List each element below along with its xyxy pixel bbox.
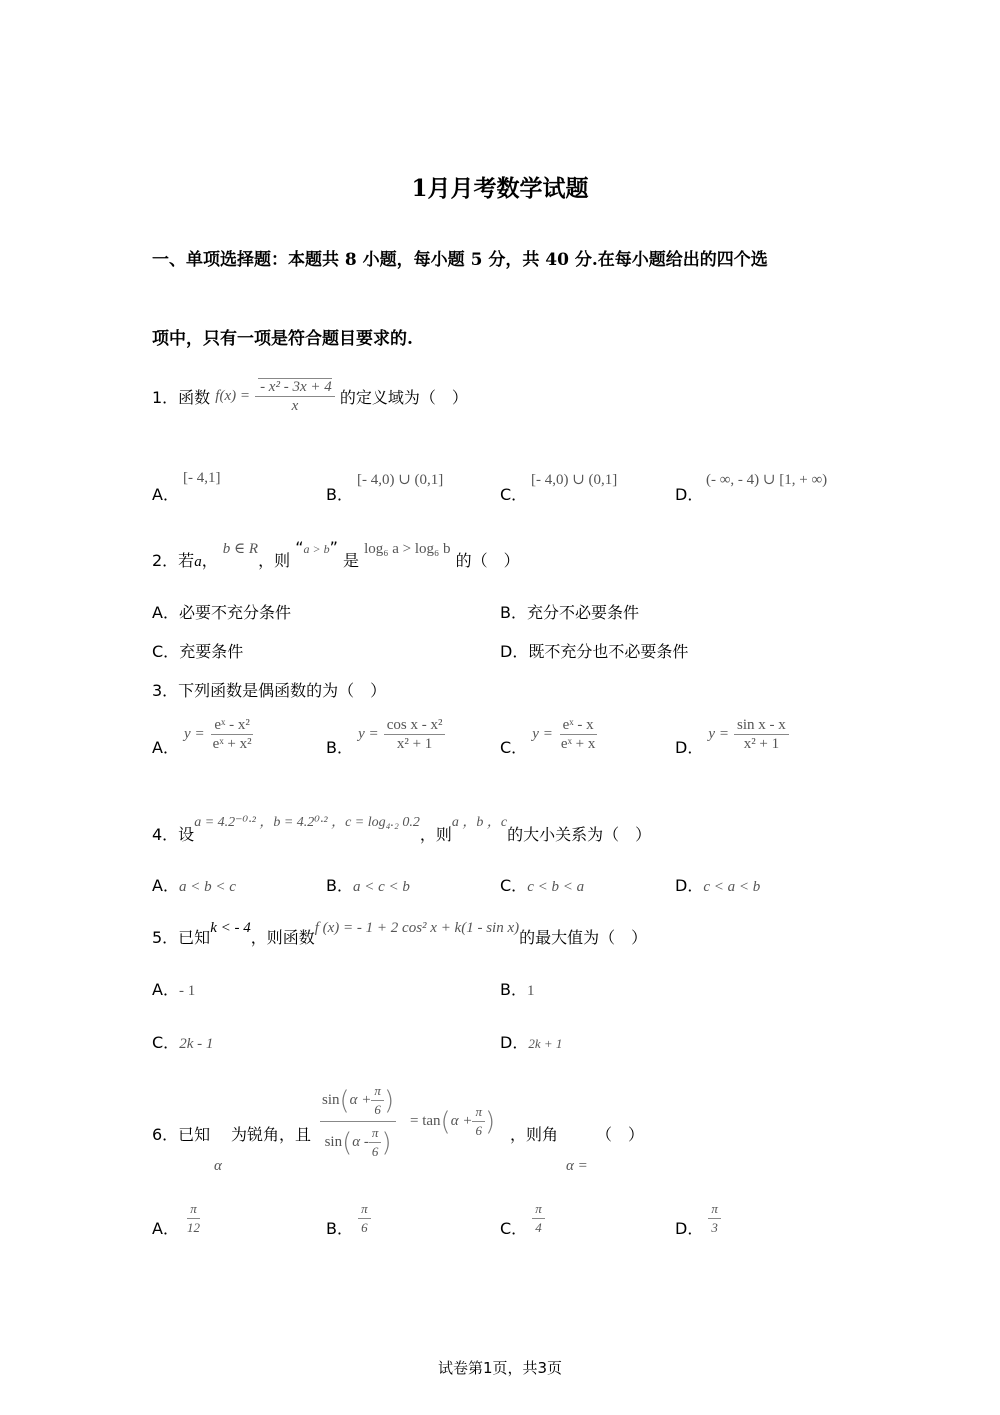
q3-option-c[interactable]: C． y = $\frac{\text{eˣ - x}}{\text{eˣ + x}}$: [500, 717, 596, 757]
q6-option-c[interactable]: C． $\frac{\pi}{4}$: [500, 1200, 545, 1237]
section-heading-line2: 项中，只有一项是符合题目要求的.: [152, 329, 413, 349]
q2-option-c[interactable]: C．充要条件: [152, 642, 244, 661]
q1-option-d[interactable]: D．: [675, 485, 704, 504]
q1-numerator: - x² - 3x + 4: [260, 379, 332, 395]
q6-option-b[interactable]: B． $\frac{\pi}{6}$: [326, 1200, 371, 1237]
q1-prefix: 1．函数: [152, 388, 211, 407]
q3-option-b[interactable]: B． y = $\frac{\text{cos x - x²}}{\text{x² + 1}}$: [326, 716, 445, 753]
q2-option-d[interactable]: D．既不充分也不必要条件: [500, 642, 689, 661]
q1-option-b-value: [- 4,0) ∪ (0,1]: [357, 472, 444, 488]
q6-option-d[interactable]: D． $\frac{\pi}{3}$: [675, 1200, 721, 1237]
q1-option-b[interactable]: B．: [326, 485, 353, 504]
question-3: 3．下列函数是偶函数的为（ ）: [152, 681, 387, 700]
q4-option-a[interactable]: A．a < b < c: [152, 876, 236, 895]
q5-option-d[interactable]: D．2k + 1: [500, 1033, 563, 1052]
q4-option-d[interactable]: D．c < a < b: [675, 876, 761, 895]
question-1: [152, 378, 468, 415]
q6-mid: 为锐角，且: [231, 1125, 312, 1144]
q2-option-b[interactable]: B．充分不必要条件: [500, 603, 639, 622]
q5-option-a[interactable]: A．- 1: [152, 980, 196, 999]
q1-fx: f(x) =: [215, 388, 250, 404]
q3-option-d[interactable]: D． y = $\frac{\text{sin x - x}}{\text{x² + 1}}$: [675, 716, 789, 753]
q2-option-a[interactable]: A．必要不充分条件: [152, 603, 291, 622]
q6-answer-paren: （ ）: [596, 1125, 645, 1144]
q4-option-b[interactable]: B．a < c < b: [326, 876, 410, 895]
q5-option-c[interactable]: C．2k - 1: [152, 1033, 214, 1052]
q5-option-b[interactable]: B．1: [500, 980, 535, 999]
q1-option-a[interactable]: A．: [152, 485, 179, 504]
q1-denominator: x: [291, 398, 299, 414]
q6-answer-alpha: α =: [566, 1158, 588, 1174]
section-heading-line1: 一、单项选择题：本题共 8 小题，每小题 5 分，共 40 分.在每小题给出的四个选: [152, 250, 768, 270]
question-4: 4．设a = 4.2⁻⁰·² ，b = 4.2⁰·² ，c = log₄.₂ 0.2，则a ，b ，c的大小关系为（ ）: [152, 815, 652, 844]
q6-option-a[interactable]: A． $\frac{\pi}{12}$: [152, 1201, 201, 1238]
q1-option-d-value: (- ∞, - 4) ∪ [1, + ∞): [706, 472, 828, 488]
question-2: 2．若a， b ∈ R，则 “a > b” 是 log₆ a > log₆ b 的（ ）: [152, 538, 520, 570]
q1-suffix: 的定义域为（ ）: [339, 388, 468, 407]
q6-rhs: = tan ( α + $\frac{\pi}{6}$ ): [410, 1104, 496, 1138]
q3-option-a[interactable]: A． y = $\frac{\text{eˣ - x²}}{\text{eˣ + x²}}$: [152, 717, 252, 757]
page-footer: 试卷第1页，共3页: [437, 1359, 563, 1377]
q6-lhs-fraction: sin ( α + $\frac{\pi}{6}$ ) sin ( α - $\frac{\pi}{6}$ ): [322, 1083, 395, 1159]
q1-option-c[interactable]: C．: [500, 485, 528, 504]
page-title: 1月月考数学试题: [411, 175, 589, 202]
q6-prefix: 6．已知: [152, 1125, 211, 1144]
q4-option-c[interactable]: C．c < b < a: [500, 876, 585, 895]
q1-fraction: [255, 378, 335, 415]
q6-alpha: α: [214, 1158, 222, 1174]
question-5: 5．已知k < - 4，则函数f (x) = - 1 + 2 cos² x + k(1 - sin x)的最大值为（ ）: [152, 920, 648, 947]
q1-option-a-value: [- 4,1]: [183, 470, 221, 486]
q1-option-c-value: [- 4,0) ∪ (0,1]: [531, 472, 618, 488]
q6-then: ，则角: [510, 1125, 559, 1144]
